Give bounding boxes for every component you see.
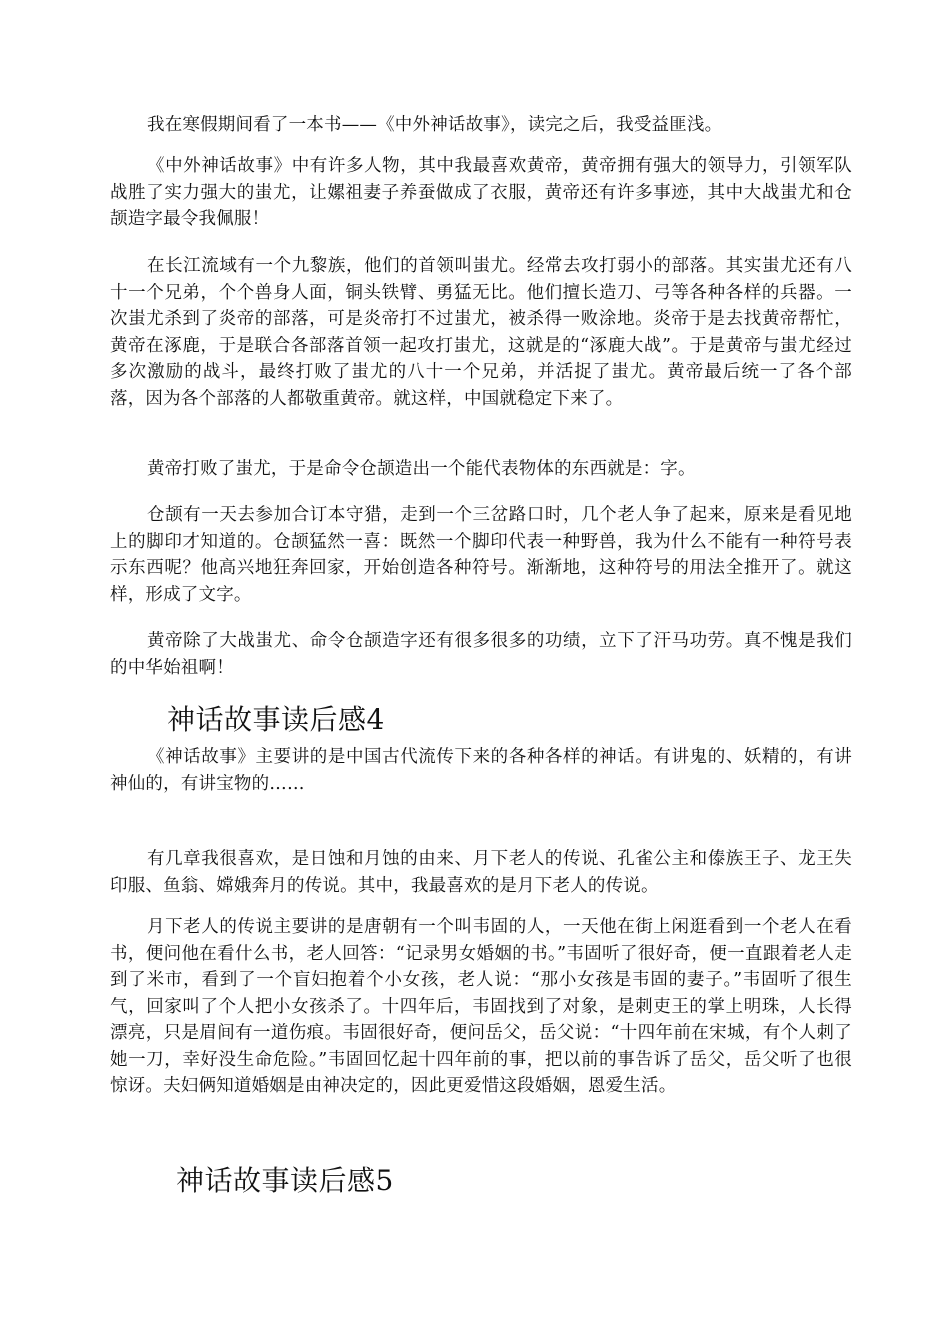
section-heading: 神话故事读后感5 (176, 1164, 394, 1197)
paragraph: 我在寒假期间看了一本书——《中外神话故事》，读完之后，我受益匪浅。 (147, 115, 723, 135)
paragraph: 在长江流域有一个九黎族，他们的首领叫蚩尤。经常去攻打弱小的部落。其实蚩尤还有八十一个兄弟，个个兽身人面，铜头铁臂、勇猛无比。他们擅长造刀、弓等各种各样的兵器。一次蚩尤杀到了炎帝的部落，可是炎帝打不过蚩尤，被杀得一败涂地。炎帝于是去找黄帝帮忙，黄帝在涿鹿，于是联合各部落首领一起攻打蚩尤，这就是的“涿鹿大战”。于是黄帝与蚩尤经过多次激励的战斗，最终打败了蚩尤的八十一个兄弟，并活捉了蚩尤。黄帝最后统一了各个部落，因为各个部落的人都敬重黄帝。就这样，中国就稳定下来了。 (110, 256, 852, 409)
paragraph: 《中外神话故事》中有许多人物，其中我最喜欢黄帝，黄帝拥有强大的领导力，引领军队战胜了实力强大的蚩尤，让嫘祖妻子养蚕做成了衣服，黄帝还有许多事迹，其中大战蚩尤和仓颉造字最令我佩服！ (110, 156, 852, 229)
paragraph: 仓颉有一天去参加合订本守猎，走到一个三岔路口时，几个老人争了起来，原来是看见地上的脚印才知道的。仓颉猛然一喜：既然一个脚印代表一种野兽，我为什么不能有一种符号表示东西呢？他高兴地狂奔回家，开始创造各种符号。渐渐地，这种符号的用法全推开了。就这样，形成了文字。 (110, 505, 852, 605)
paragraph: 黄帝除了大战蚩尤、命令仓颉造字还有很多很多的功绩，立下了汗马功劳。真不愧是我们的中华始祖啊！ (110, 631, 852, 678)
paragraph: 月下老人的传说主要讲的是唐朝有一个叫韦固的人，一天他在街上闲逛看到一个老人在看书，便问他在看什么书，老人回答：“记录男女婚姻的书。”韦固听了很好奇，便一直跟着老人走到了米市，看到了一个盲妇抱着个小女孩，老人说：“那小女孩是韦固的妻子。”韦固听了很生气，回家叫了个人把小女孩杀了。十四年后，韦固找到了对象，是刺吏王的掌上明珠，人长得漂亮，只是眉间有一道伤痕。韦固很好奇，便问岳父，岳父说：“十四年前在宋城，有个人刺了她一刀，幸好没生命危险。”韦固回忆起十四年前的事，把以前的事告诉了岳父，岳父听了也很惊讶。夫妇俩知道婚姻是由神决定的，因此更爱惜这段婚姻，恩爱生活。 (110, 917, 852, 1096)
section-heading: 神话故事读后感4 (167, 703, 385, 736)
paragraph: 《神话故事》主要讲的是中国古代流传下来的各种各样的神话。有讲鬼的、妖精的，有讲神仙的，有讲宝物的…… (110, 747, 852, 794)
paragraph: 黄帝打败了蚩尤，于是命令仓颉造出一个能代表物体的东西就是：字。 (147, 459, 696, 479)
paragraph: 有几章我很喜欢，是日蚀和月蚀的由来、月下老人的传说、孔雀公主和傣族王子、龙王失印服、鱼翁、嫦娥奔月的传说。其中，我最喜欢的是月下老人的传说。 (110, 849, 852, 896)
